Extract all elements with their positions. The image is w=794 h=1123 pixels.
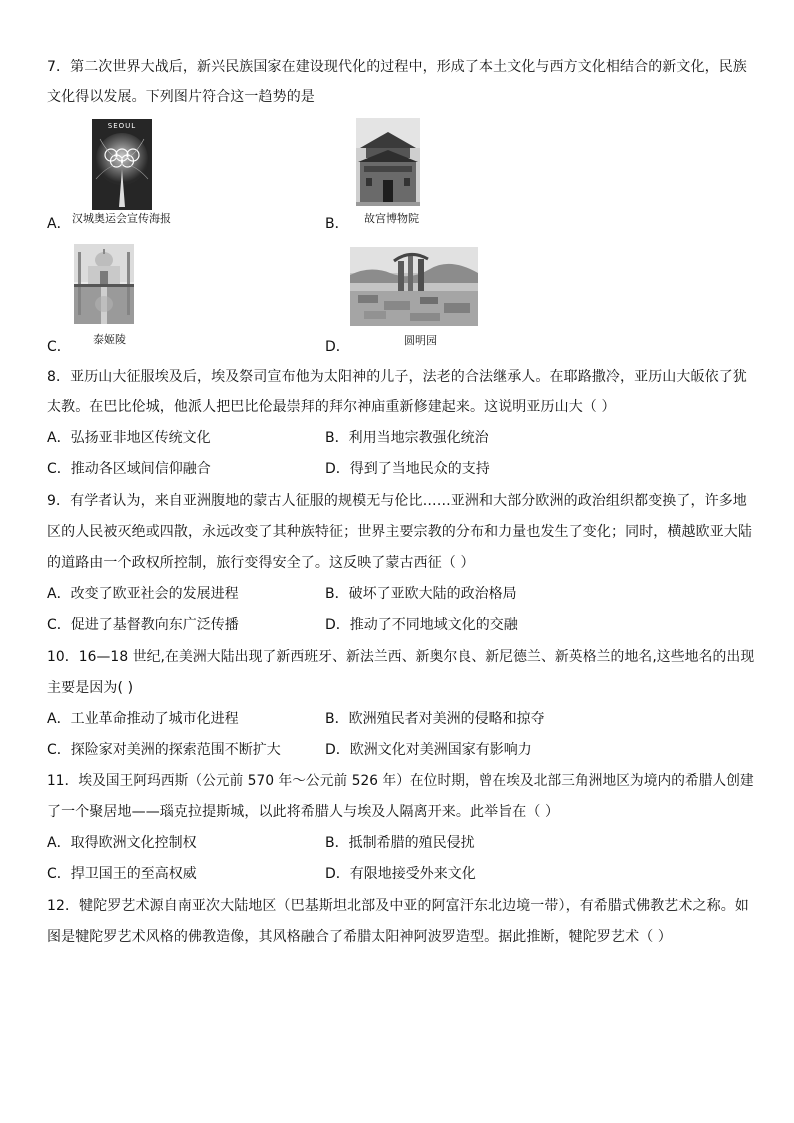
q9-stem-line-2: 区的人民被灭绝或四散，永远改变了其种族特征；世界主要宗教的分布和力量也发生了变化；同时，横越欧亚大陆 — [47, 524, 752, 540]
q9-stem-line-1: 9．有学者认为，来自亚洲腹地的蒙古人征服的规模无与伦比……亚洲和大部分欧洲的政治组织都变换了，许多地 — [47, 493, 747, 509]
q7-option-c-letter[interactable]: C． — [47, 339, 71, 355]
q7-option-a-letter[interactable]: A． — [47, 216, 71, 232]
q11-stem-line-1: 11．埃及国王阿玛西斯（公元前 570 年～公元前 526 年）在位时期，曾在埃及北部三角洲地区为境内的希腊人创建 — [47, 773, 754, 789]
q7-option-d-letter[interactable]: D． — [325, 339, 350, 355]
q10-stem-line-1: 10．16—18 世纪,在美洲大陆出现了新西班牙、新法兰西、新奥尔良、新尼德兰、新英格兰的地名,这些地名的出现 — [47, 649, 755, 665]
q7-option-a-caption: 汉城奥运会宣传海报 — [72, 212, 171, 225]
q7-option-b-letter[interactable]: B． — [325, 216, 349, 232]
q8-option-a[interactable]: A．弘扬亚非地区传统文化 — [47, 430, 211, 446]
q7-option-c-caption: 泰姬陵 — [93, 333, 126, 346]
q10-option-d[interactable]: D．欧洲文化对美洲国家有影响力 — [325, 742, 532, 758]
q8-stem-line-1: 8．亚历山大征服埃及后，埃及祭司宣布他为太阳神的儿子，法老的合法继承人。在耶路撒冷，亚历山大皈依了犹 — [47, 369, 747, 385]
q12-stem-line-2: 图是犍陀罗艺术风格的佛教造像，其风格融合了希腊太阳神阿波罗造型。据此推断，犍陀罗艺术（ ） — [47, 929, 672, 945]
q10-stem-line-2: 主要是因为( ) — [47, 680, 134, 696]
q11-option-b[interactable]: B．抵制希腊的殖民侵扰 — [325, 835, 475, 851]
q11-option-c[interactable]: C．捍卫国王的至高权威 — [47, 866, 197, 882]
q10-option-b[interactable]: B．欧洲殖民者对美洲的侵略和掠夺 — [325, 711, 545, 727]
q7-stem-line-1: 7．第二次世界大战后，新兴民族国家在建设现代化的过程中，形成了本土文化与西方文化相结合的新文化，民族 — [47, 59, 747, 75]
taj-mahal-image — [74, 244, 134, 324]
q8-stem-line-2: 太教。在巴比伦城，他派人把巴比伦最崇拜的拜尔神庙重新修建起来。这说明亚历山大（ ） — [47, 399, 616, 415]
yuanmingyuan-ruins-image — [350, 247, 478, 326]
q9-option-b[interactable]: B．破坏了亚欧大陆的政治格局 — [325, 586, 517, 602]
q11-stem-line-2: 了一个聚居地——瑙克拉提斯城，以此将希腊人与埃及人隔离开来。此举旨在（ ） — [47, 804, 560, 820]
palace-museum-image — [356, 118, 420, 206]
q9-stem-line-3: 的道路由一个政权所控制，旅行变得安全了。这反映了蒙古西征（ ） — [47, 555, 475, 571]
q8-option-d[interactable]: D．得到了当地民众的支持 — [325, 461, 490, 477]
q7-option-b-caption: 故宫博物院 — [364, 212, 419, 225]
q10-option-a[interactable]: A．工业革命推动了城市化进程 — [47, 711, 239, 727]
q11-option-a[interactable]: A．取得欧洲文化控制权 — [47, 835, 197, 851]
poster-seoul-text: SEOUL — [107, 122, 137, 130]
q8-option-b[interactable]: B．利用当地宗教强化统治 — [325, 430, 489, 446]
q7-stem-line-2: 文化得以发展。下列图片符合这一趋势的是 — [47, 89, 315, 105]
q9-option-a[interactable]: A．改变了欧亚社会的发展进程 — [47, 586, 239, 602]
q7-option-d-caption: 圆明园 — [404, 334, 437, 347]
q9-option-d[interactable]: D．推动了不同地域文化的交融 — [325, 617, 518, 633]
q9-option-c[interactable]: C．促进了基督教向东广泛传播 — [47, 617, 239, 633]
q10-option-c[interactable]: C．探险家对美洲的探索范围不断扩大 — [47, 742, 281, 758]
seoul-olympics-poster-image — [92, 119, 152, 210]
q8-option-c[interactable]: C．推动各区域间信仰融合 — [47, 461, 211, 477]
q11-option-d[interactable]: D．有限地接受外来文化 — [325, 866, 476, 882]
q12-stem-line-1: 12．犍陀罗艺术源自南亚次大陆地区（巴基斯坦北部及中亚的阿富汗东北边境一带），有希腊式佛教艺术之称。如 — [47, 898, 749, 914]
